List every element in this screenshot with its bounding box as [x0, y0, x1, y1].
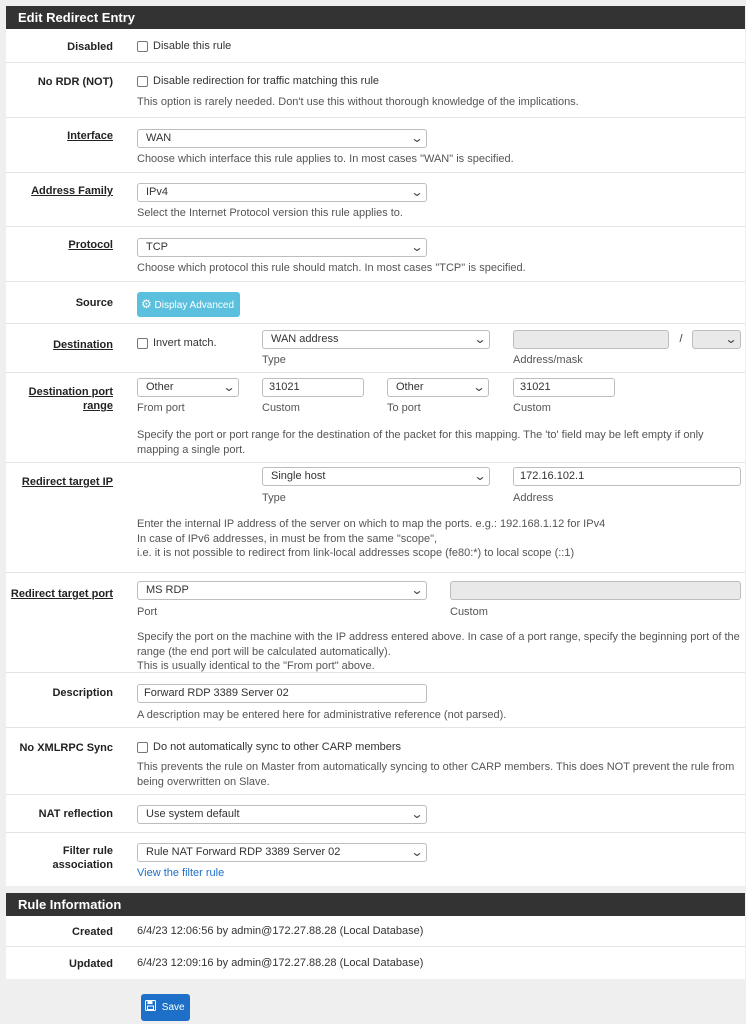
invert-match-checkbox[interactable] — [137, 338, 148, 349]
destination-mask-select[interactable] — [692, 330, 741, 349]
updated-value: 6/4/23 12:09:16 by admin@172.27.88.28 (Local Database) — [137, 957, 424, 969]
destination-type-select[interactable] — [262, 330, 490, 349]
redirect-port-custom-input[interactable] — [450, 581, 741, 600]
to-port-custom-caption: Custom — [513, 402, 551, 414]
row-description — [6, 673, 745, 728]
mask-separator: / — [679, 333, 683, 345]
destination-port-label: Destination port range — [28, 386, 113, 412]
row-no-rdr — [6, 63, 745, 118]
redirect-ip-help: Enter the internal IP address of the server on which to map the ports. e.g.: 192.168.1.12 for IPv4 In case of IPv6 addresses, in must be from the same "scope", i.e. it is not possible to redirect from link-local addresses scope (fe80:*) to local scope (::1) — [137, 518, 606, 559]
redirect-port-value: MS RDP — [146, 584, 189, 596]
address-family-select-value: IPv4 — [146, 186, 169, 198]
floppy-disk-icon — [145, 995, 156, 1006]
to-port-caption: To port — [387, 402, 421, 414]
redirect-ip-address-caption: Address — [513, 492, 554, 504]
panel-title: Edit Redirect Entry — [6, 6, 745, 29]
from-port-custom-input[interactable]: 31021 — [262, 378, 364, 397]
no-rdr-checkbox-label: Disable redirection for traffic matching this rule — [153, 75, 380, 87]
rule-information-title: Rule Information — [6, 893, 745, 916]
redirect-ip-address-input[interactable]: 172.16.102.1 — [513, 467, 741, 486]
row-destination-port — [6, 373, 745, 463]
chevron-down-icon: ⌄ — [473, 469, 487, 483]
to-port-value: Other — [396, 381, 424, 393]
protocol-label: Protocol — [68, 239, 113, 251]
source-label: Source — [75, 297, 113, 309]
from-port-custom-caption: Custom — [262, 402, 300, 414]
interface-help: Choose which interface this rule applies to. In most cases "WAN" is specified. — [137, 153, 514, 165]
to-port-select[interactable] — [387, 378, 489, 397]
destination-type-value: WAN address — [271, 333, 339, 345]
redirect-port-help: Specify the port on the machine with the IP address entered above. In case of a port range, specify the beginning port of the range (the end port will be calculated automatically). This is usually identical to the "From port" above. — [137, 631, 740, 672]
destination-address-caption: Address/mask — [513, 354, 583, 366]
chevron-down-icon: ⌄ — [472, 380, 486, 394]
invert-match-label: Invert match. — [153, 337, 217, 349]
chevron-down-icon: ⌄ — [410, 845, 424, 859]
disable-rule-checkbox-label: Disable this rule — [153, 40, 232, 52]
filter-rule-select[interactable] — [137, 843, 427, 862]
interface-label: Interface — [67, 130, 113, 142]
interface-select-value: WAN — [146, 132, 172, 144]
no-rdr-label: No RDR (NOT) — [37, 76, 113, 88]
redirect-port-select[interactable] — [137, 581, 427, 600]
row-redirect-port — [6, 573, 745, 673]
chevron-down-icon: ⌄ — [724, 332, 738, 346]
protocol-select[interactable] — [137, 238, 427, 257]
created-value: 6/4/23 12:06:56 by admin@172.27.88.28 (Local Database) — [137, 925, 424, 937]
edit-redirect-panel — [6, 6, 745, 886]
no-rdr-checkbox[interactable] — [137, 76, 148, 87]
chevron-down-icon: ⌄ — [410, 240, 424, 254]
display-advanced-button-label: Display Advanced — [154, 300, 235, 311]
row-redirect-ip — [6, 463, 745, 573]
row-nat-reflection — [6, 795, 745, 833]
address-family-label: Address Family — [31, 185, 113, 197]
display-advanced-button[interactable] — [137, 292, 240, 317]
destination-label: Destination — [53, 339, 113, 351]
description-input[interactable]: Forward RDP 3389 Server 02 — [137, 684, 427, 703]
filter-rule-value: Rule NAT Forward RDP 3389 Server 02 — [146, 846, 341, 858]
chevron-down-icon: ⌄ — [410, 131, 424, 145]
filter-rule-label: Filter rule association — [52, 845, 113, 871]
from-port-value: Other — [146, 381, 174, 393]
row-filter-rule — [6, 833, 745, 887]
no-rdr-help: This option is rarely needed. Don't use this without thorough knowledge of the implications. — [137, 96, 579, 108]
save-button[interactable] — [141, 994, 190, 1021]
row-interface — [6, 118, 745, 173]
row-xmlrpc — [6, 728, 745, 795]
address-family-select[interactable] — [137, 183, 427, 202]
destination-type-caption: Type — [262, 354, 286, 366]
from-port-select[interactable] — [137, 378, 239, 397]
chevron-down-icon: ⌄ — [410, 185, 424, 199]
row-source — [6, 282, 745, 324]
updated-label: Updated — [69, 958, 113, 970]
disable-rule-checkbox[interactable] — [137, 41, 148, 52]
nat-reflection-label: NAT reflection — [38, 808, 113, 820]
xmlrpc-help: This prevents the rule on Master from automatically syncing to other CARP members. This does NOT prevent the rule from being overwritten on Slave. — [137, 761, 735, 788]
nat-reflection-value: Use system default — [146, 808, 240, 820]
redirect-ip-type-select[interactable] — [262, 467, 490, 486]
chevron-down-icon: ⌄ — [222, 380, 236, 394]
xmlrpc-checkbox-label: Do not automatically sync to other CARP members — [153, 741, 402, 753]
protocol-help: Choose which protocol this rule should match. In most cases "TCP" is specified. — [137, 262, 526, 274]
save-button-label: Save — [161, 1002, 185, 1013]
row-created — [6, 916, 745, 947]
redirect-port-caption: Port — [137, 606, 158, 618]
xmlrpc-checkbox[interactable] — [137, 742, 148, 753]
redirect-ip-type-caption: Type — [262, 492, 286, 504]
destination-address-input[interactable] — [513, 330, 669, 349]
destination-port-help: Specify the port or port range for the destination of the packet for this mapping. The 'to' field may be left empty if only mapping a single port. — [137, 429, 704, 456]
row-disabled — [6, 29, 745, 63]
address-family-help: Select the Internet Protocol version this rule applies to. — [137, 207, 403, 219]
protocol-select-value: TCP — [146, 241, 168, 253]
description-label: Description — [52, 687, 113, 699]
redirect-port-custom-caption: Custom — [450, 606, 488, 618]
redirect-ip-type-value: Single host — [271, 470, 326, 482]
redirect-port-label: Redirect target port — [10, 588, 113, 600]
rule-information-panel — [6, 893, 745, 979]
row-address-family — [6, 173, 745, 227]
gear-icon: ⚙ — [141, 297, 152, 311]
chevron-down-icon: ⌄ — [473, 332, 487, 346]
nat-reflection-select[interactable] — [137, 805, 427, 824]
disabled-label: Disabled — [67, 41, 113, 53]
chevron-down-icon: ⌄ — [410, 583, 424, 597]
view-filter-rule-link[interactable]: View the filter rule — [137, 867, 225, 879]
redirect-ip-label: Redirect target IP — [21, 476, 113, 488]
from-port-caption: From port — [137, 402, 185, 414]
created-label: Created — [72, 926, 113, 938]
to-port-custom-input[interactable]: 31021 — [513, 378, 615, 397]
description-help: A description may be entered here for administrative reference (not parsed). — [137, 709, 507, 721]
chevron-down-icon: ⌄ — [410, 807, 424, 821]
xmlrpc-label: No XMLRPC Sync — [19, 742, 113, 754]
row-destination — [6, 324, 745, 373]
row-protocol — [6, 227, 745, 282]
interface-select[interactable] — [137, 129, 427, 148]
row-updated — [6, 947, 745, 978]
